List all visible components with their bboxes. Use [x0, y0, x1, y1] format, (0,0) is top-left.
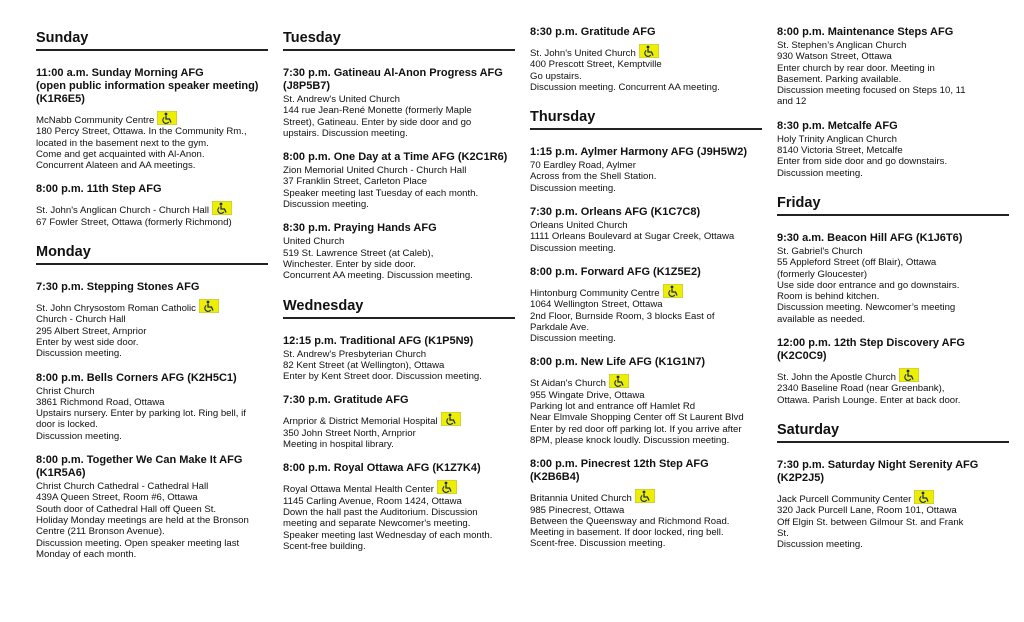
- meeting-location: [283, 236, 515, 247]
- wheelchair-icon: [899, 368, 919, 382]
- meeting-entry: [530, 458, 762, 549]
- meeting-place: McNabb Community Centre: [36, 115, 155, 126]
- wheelchair-icon: [437, 480, 457, 494]
- meeting-title: 8:00 p.m. One Day at a Time AFG (K2C1R6): [283, 151, 508, 164]
- meeting-place: St. Andrew's Presbyterian Church: [283, 348, 427, 360]
- meeting-location: [777, 246, 1009, 257]
- day-title: Saturday: [777, 421, 840, 438]
- meeting-entry: [777, 232, 1009, 325]
- meeting-title: 8:00 p.m. Together We Can Make It AFG (K1R5A6): [36, 454, 243, 480]
- wheelchair-icon: [199, 299, 219, 313]
- meeting-title: 7:30 p.m. Saturday Night Serenity AFG (K2P2J5): [777, 458, 979, 484]
- meeting-entry: [777, 26, 1009, 108]
- day-title: Friday: [777, 194, 821, 211]
- meeting-entry: [283, 394, 515, 450]
- meeting-entry: [777, 120, 1009, 179]
- wheelchair-icon: [609, 374, 629, 388]
- meeting-title: 11:00 a.m. Sunday Morning AFG (open public information speaker meeting) (K1R6E5): [36, 67, 259, 105]
- wheelchair-icon: [914, 490, 934, 504]
- meeting-location: [283, 412, 515, 427]
- meeting-title: 9:30 a.m. Beacon Hill AFG (K1J6T6): [777, 231, 963, 244]
- day-title: Sunday: [36, 30, 89, 46]
- meeting-entry: [36, 67, 268, 171]
- meeting-place: Christ Church: [36, 385, 95, 397]
- meeting-title: 8:30 p.m. Gratitude AFG: [530, 26, 656, 38]
- day-header-saturday: [777, 418, 1009, 443]
- meeting-title: 8:00 p.m. Pinecrest 12th Step AFG (K2B6B4): [530, 458, 709, 484]
- meeting-location: [530, 160, 762, 171]
- meeting-details: 985 Pinecrest, Ottawa Between the Queensway and Richmond Road. Meeting in basement. If door locked, ring bell. Scent-free. Discussion meeting.: [530, 504, 730, 550]
- meeting-title: 8:00 p.m. Bells Corners AFG (K2H5C1): [36, 371, 237, 384]
- day-header-wednesday: [283, 294, 515, 319]
- meeting-place: St. Andrew's United Church: [283, 94, 401, 105]
- meeting-location: [777, 368, 1009, 383]
- meeting-entry: [777, 337, 1009, 406]
- day-header-monday: [36, 240, 268, 265]
- meeting-place: St. John's United Church: [530, 48, 636, 59]
- meeting-details: 400 Prescott Street, Kemptville Go upstairs. Discussion meeting. Concurrent AA meeting.: [530, 59, 720, 93]
- day-title: Thursday: [530, 109, 596, 126]
- meeting-location: [36, 481, 268, 492]
- meeting-place: 70 Eardley Road, Aylmer: [530, 160, 636, 172]
- meeting-entry: [283, 151, 515, 210]
- meeting-place: Britannia United Church: [530, 493, 632, 505]
- meeting-title: 7:30 p.m. Orleans AFG (K1C7C8): [530, 206, 701, 219]
- meeting-details: 519 St. Lawrence Street (at Caleb), Winchester. Enter by side door. Concurrent AA meeting. Discussion meeting.: [283, 247, 473, 282]
- meeting-entry: [530, 266, 762, 344]
- meeting-entry: [530, 206, 762, 254]
- meeting-details: 320 Jack Purcell Lane, Room 101, Ottawa Off Elgin St. between Gilmour St. and Frank St. Discussion meeting.: [777, 505, 964, 551]
- day-header-thursday: [530, 105, 762, 130]
- day-header-sunday: [36, 26, 268, 51]
- meeting-details: 1145 Carling Avenue, Room 1424, Ottawa Down the hall past the Auditorium. Discussion meeting and separate Newcomer's meeting. Speaker meeting last Wednesday of each month. Scent-free building.: [283, 495, 493, 552]
- meeting-location: [36, 201, 268, 216]
- meeting-details: 82 Kent Street (at Wellington), Ottawa Enter by Kent Street door. Discussion meeting.: [283, 359, 482, 383]
- meeting-location: [530, 374, 762, 389]
- meeting-title: 7:30 p.m. Stepping Stones AFG: [36, 281, 200, 294]
- meeting-details: 350 John Street North, Arnprior Meeting in hospital library.: [283, 427, 416, 451]
- meeting-location: [36, 111, 268, 126]
- meeting-place: St. John the Apostle Church: [777, 372, 896, 384]
- wheelchair-icon: [639, 44, 659, 58]
- meeting-title: 12:00 p.m. 12th Step Discovery AFG (K2C0C9): [777, 337, 965, 363]
- meeting-location: [283, 349, 515, 360]
- meeting-details: 67 Fowler Street, Ottawa (formerly Richmond): [36, 216, 232, 228]
- meeting-place: St. John's Anglican Church - Church Hall: [36, 205, 210, 217]
- meeting-title: 8:00 p.m. Royal Ottawa AFG (K1Z7K4): [283, 462, 481, 475]
- meeting-details: 439A Queen Street, Room #6, Ottawa South door of Cathedral Hall off Queen St. Holiday Monday meetings are held at the Bronson Centre (211 Bronson Avenue). Discussion meeting. Open speaker meeting last Monday of each month.: [36, 492, 249, 560]
- meeting-place: Orleans United Church: [530, 220, 628, 232]
- meeting-details: 180 Percy Street, Ottawa. In the Community Rm., located in the basement next to the gym. Come and get acquainted with Al-Anon. Concurrent Alateen and AA meetings.: [36, 126, 247, 172]
- meeting-location: [283, 480, 515, 495]
- meeting-details: 930 Watson Street, Ottawa Enter church by rear door. Meeting in Basement. Parking available. Discussion meeting focused on Steps 10, 11 and 12: [777, 51, 966, 108]
- meeting-place: United Church: [283, 236, 345, 248]
- meeting-details: 1064 Wellington Street, Ottawa 2nd Floor, Burnside Room, 3 blocks East of Parkdale Ave. Discussion meeting.: [530, 299, 715, 345]
- meeting-place: Royal Ottawa Mental Health Center: [283, 484, 434, 496]
- meeting-details: 2340 Baseline Road (near Greenbank), Ottawa. Parish Lounge. Enter at back door.: [777, 383, 961, 406]
- meeting-details: Across from the Shell Station. Discussion meeting.: [530, 171, 657, 194]
- meeting-location: [530, 44, 762, 59]
- meeting-title: 8:00 p.m. New Life AFG (K1G1N7): [530, 356, 706, 369]
- day-title: Tuesday: [283, 30, 341, 46]
- meeting-entry: [36, 281, 268, 359]
- meeting-details: 955 Wingate Drive, Ottawa Parking lot and entrance off Hamlet Rd Near Elmvale Shopping Center off St Laurent Blvd Enter by red door off parking lot. If you arrive after 8PM, please knock loudly. Discussion meeting.: [530, 389, 744, 446]
- meeting-entry: [283, 335, 515, 383]
- meeting-entry: [283, 67, 515, 139]
- meeting-location: [530, 284, 762, 299]
- meeting-place: Jack Purcell Community Center: [777, 493, 912, 505]
- meeting-place: St. John Chrysostom Roman Catholic: [36, 303, 196, 315]
- meeting-location: [530, 220, 762, 231]
- column-2: [283, 26, 515, 564]
- wheelchair-icon: [635, 489, 655, 503]
- day-header-tuesday: [283, 26, 515, 51]
- meeting-title: 8:00 p.m. 11th Step AFG: [36, 183, 162, 196]
- meeting-details: 37 Franklin Street, Carleton Place Speaker meeting last Tuesday of each month. Discussion meeting.: [283, 176, 479, 211]
- meeting-entry: [36, 183, 268, 228]
- meeting-place: Zion Memorial United Church - Church Hall: [283, 165, 467, 177]
- meeting-entry: [283, 222, 515, 281]
- meeting-entry: [36, 454, 268, 560]
- column-1: [36, 26, 268, 572]
- wheelchair-icon: [212, 201, 232, 215]
- meeting-location: [36, 299, 268, 314]
- meeting-entry: [777, 459, 1009, 550]
- wheelchair-icon: [441, 412, 461, 426]
- day-title: Wednesday: [283, 297, 364, 314]
- meeting-place: Hintonburg Community Centre: [530, 287, 660, 299]
- meeting-title: 8:00 p.m. Forward AFG (K1Z5E2): [530, 265, 701, 278]
- meeting-details: Church - Church Hall 295 Albert Street, Arnprior Enter by west side door. Discussion meeting.: [36, 314, 147, 360]
- meeting-title: 8:30 p.m. Metcalfe AFG: [777, 119, 898, 132]
- meeting-entry: [36, 372, 268, 442]
- meeting-location: [283, 94, 515, 105]
- meeting-title: 12:15 p.m. Traditional AFG (K1P5N9): [283, 334, 474, 347]
- meeting-location: [530, 489, 762, 504]
- wheelchair-icon: [663, 284, 683, 298]
- meeting-place: St. Stephen’s Anglican Church: [777, 40, 907, 51]
- meeting-entry: [530, 26, 762, 93]
- meeting-place: Christ Church Cathedral - Cathedral Hall: [36, 481, 209, 493]
- meeting-location: [777, 134, 1009, 145]
- meeting-title: 8:30 p.m. Praying Hands AFG: [283, 222, 437, 235]
- meeting-details: 3861 Richmond Road, Ottawa Upstairs nursery. Enter by parking lot. Ring bell, if door is locked. Discussion meeting.: [36, 396, 246, 442]
- column-3: [530, 26, 762, 562]
- wheelchair-icon: [157, 111, 177, 125]
- meeting-entry: [283, 462, 515, 552]
- meeting-location: [777, 490, 1009, 505]
- day-title: Monday: [36, 244, 91, 261]
- meeting-title: 7:30 p.m. Gatineau Al-Anon Progress AFG (J8P5B7): [283, 67, 503, 92]
- meeting-place: St Aidan's Church: [530, 378, 606, 390]
- meeting-details: 55 Appleford Street (off Blair), Ottawa (formerly Gloucester) Use side door entrance and go downstairs. Room is behind kitchen. Discussion meeting. Newcomer’s meeting available as needed.: [777, 257, 960, 325]
- column-4: [777, 26, 1009, 562]
- meeting-entry: [530, 356, 762, 446]
- meeting-place: Holy Trinity Anglican Church: [777, 133, 897, 145]
- meeting-location: [777, 40, 1009, 51]
- meeting-details: 8140 Victoria Street, Metcalfe Enter from side door and go downstairs. Discussion meeting.: [777, 145, 948, 179]
- day-header-friday: [777, 191, 1009, 216]
- meeting-place: Arnprior & District Memorial Hospital: [283, 416, 438, 428]
- meeting-place: St. Gabriel's Church: [777, 245, 863, 257]
- meeting-location: [36, 386, 268, 397]
- meeting-entry: [530, 146, 762, 194]
- meeting-title: 1:15 p.m. Aylmer Harmony AFG (J9H5W2): [530, 146, 748, 159]
- meeting-title: 7:30 p.m. Gratitude AFG: [283, 394, 409, 407]
- meeting-details: 1111 Orleans Boulevard at Sugar Creek, Ottawa Discussion meeting.: [530, 231, 735, 254]
- meeting-location: [283, 165, 515, 176]
- meeting-details: 144 rue Jean-René Monette (formerly Maple Street), Gatineau. Enter by side door and go upstairs. Discussion meeting.: [283, 105, 472, 139]
- meeting-title: 8:00 p.m. Maintenance Steps AFG: [777, 26, 954, 38]
